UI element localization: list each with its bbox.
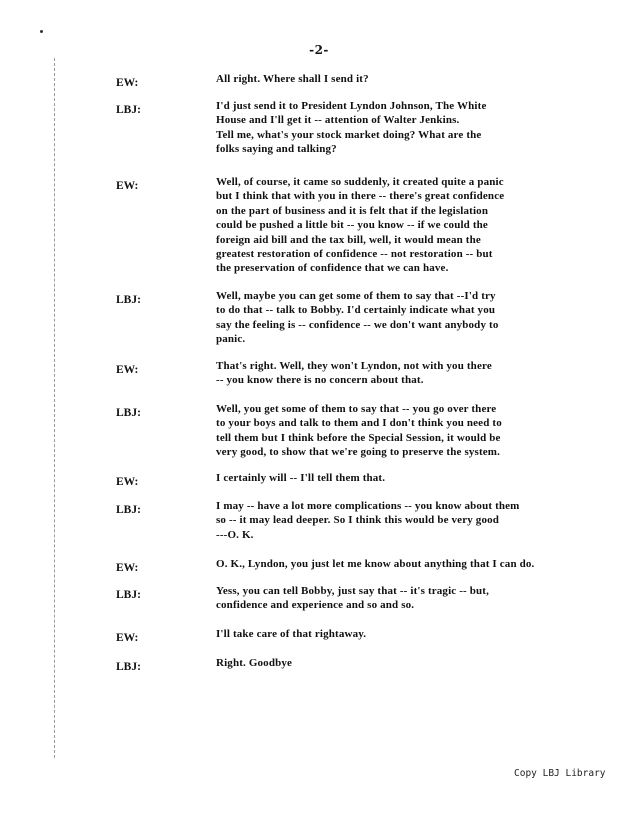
- speaker-label: EW:: [116, 180, 139, 192]
- dialogue-line: on the part of business and it is felt that if the legislation: [216, 204, 489, 217]
- dialogue-line: but I think that with you in there -- there's great confidence: [216, 190, 505, 203]
- dialogue-line: All right. Where shall I send it?: [216, 73, 369, 85]
- dialogue-line: panic.: [216, 333, 246, 346]
- dialogue-line: very good, to show that we're going to preserve the system.: [216, 446, 501, 459]
- speaker-label: EW:: [116, 476, 139, 488]
- dialogue-line: Well, maybe you can get some of them to say that --I'd try: [216, 290, 496, 302]
- dialogue-line: to do that -- talk to Bobby. I'd certainly indicate what you: [216, 304, 496, 317]
- speaker-label: LBJ:: [116, 407, 141, 419]
- binding-margin-line: [54, 58, 55, 758]
- dialogue-line: Tell me, what's your stock market doing? What are the: [216, 128, 482, 141]
- dialogue-line: House and I'll get it -- attention of Walter Jenkins.: [216, 114, 460, 127]
- dialogue-line: That's right. Well, they won't Lyndon, not with you there: [216, 360, 492, 372]
- speaker-label: EW:: [116, 632, 139, 644]
- dialogue-line: the preservation of confidence that we can have.: [216, 262, 449, 275]
- dialogue-line: Yess, you can tell Bobby, just say that -- it's tragic -- but,: [216, 585, 489, 597]
- dialogue-line: -- you know there is no concern about that.: [216, 374, 424, 387]
- dialogue-line: foreign aid bill and the tax bill, well, it would mean the: [216, 233, 481, 246]
- speaker-label: LBJ:: [116, 104, 141, 116]
- speaker-label: EW:: [116, 562, 139, 574]
- library-stamp: Copy LBJ Library: [514, 768, 606, 779]
- dialogue-line: to your boys and talk to them and I don't think you need to: [216, 417, 502, 430]
- dialogue-line: greatest restoration of confidence -- not restoration -- but: [216, 248, 493, 260]
- dialogue-line: folks saying and talking?: [216, 143, 337, 156]
- dialogue-line: I'd just send it to President Lyndon Johnson, The White: [216, 100, 487, 112]
- dialogue-line: Right. Goodbye: [216, 657, 293, 669]
- speaker-label: LBJ:: [116, 589, 141, 601]
- dialogue-line: I'll take care of that rightaway.: [216, 628, 367, 640]
- dialogue-line: tell them but I think before the Special Session, it would be: [216, 431, 501, 444]
- dialogue-line: I may -- have a lot more complications -- you know about them: [216, 500, 520, 512]
- dialogue-line: so -- it may lead deeper. So I think this would be very good: [216, 514, 500, 527]
- speaker-label: LBJ:: [116, 661, 141, 673]
- page-number: -2-: [309, 43, 329, 57]
- dialogue-line: I certainly will -- I'll tell them that.: [216, 472, 386, 484]
- dialogue-line: confidence and experience and so and so.: [216, 599, 415, 612]
- speaker-label: EW:: [116, 364, 139, 376]
- margin-mark: [40, 30, 43, 33]
- speaker-label: EW:: [116, 77, 139, 89]
- dialogue-line: Well, you get some of them to say that -- you go over there: [216, 403, 497, 415]
- dialogue-line: ---O. K.: [216, 528, 254, 541]
- speaker-label: LBJ:: [116, 294, 141, 306]
- dialogue-line: say the feeling is -- confidence -- we don't want anybody to: [216, 318, 499, 331]
- dialogue-line: Well, of course, it came so suddenly, it created quite a panic: [216, 176, 504, 188]
- speaker-label: LBJ:: [116, 504, 141, 516]
- dialogue-line: O. K., Lyndon, you just let me know about anything that I can do.: [216, 558, 535, 570]
- dialogue-line: could be pushed a little bit -- you know -- if we could the: [216, 219, 488, 232]
